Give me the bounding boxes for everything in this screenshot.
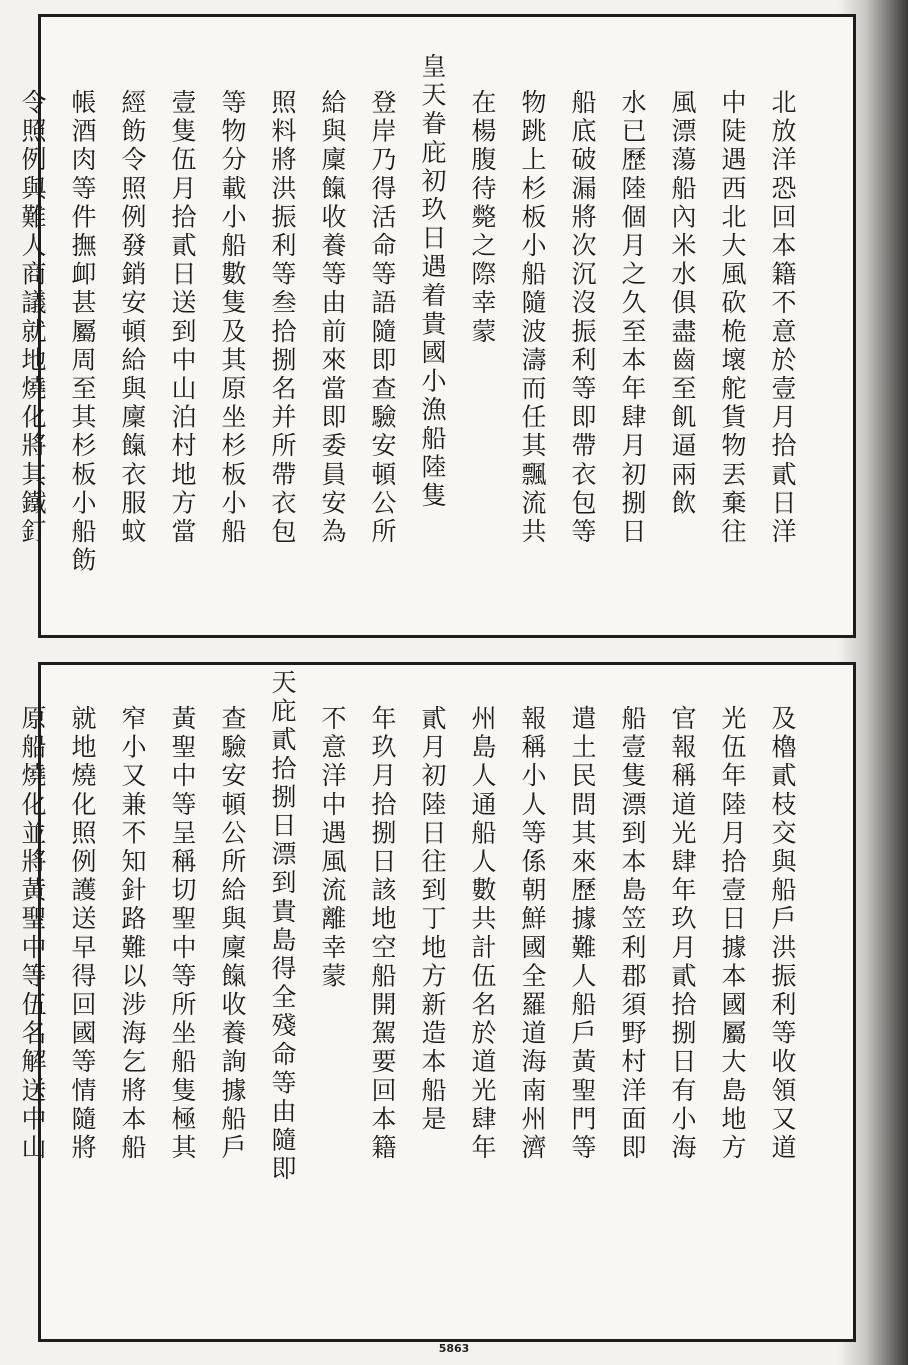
text-column: 黃聖中等呈稱切聖中等所坐船隻極其 [168, 705, 197, 1163]
text-column: 風漂蕩船內米水俱盡齒至飢逼兩飲 [668, 89, 697, 518]
bottom-text-panel [18, 662, 856, 1342]
page-number: 5863 [438, 1342, 470, 1355]
text-column: 船底破漏將次沉沒振利等即帶衣包等 [568, 89, 597, 547]
text-column: 給與廩餼收養等由前來當即委員安為 [318, 89, 347, 547]
top-text-body [18, 17, 853, 635]
text-column: 船壹隻漂到本島笠利郡須野村洋面即 [618, 705, 647, 1163]
text-column: 令照例與難人商議就地燒化將其鐵釘 [18, 89, 47, 547]
text-column: 皇天眷庇初玖日遇着貴國小漁船陸隻 [418, 53, 447, 511]
text-column: 經飭令照例發銷安頓給與廩餼衣服蚊 [118, 89, 147, 547]
text-column: 遣土民問其來歷據難人船戶黃聖門等 [568, 705, 597, 1163]
text-column: 天庇貳拾捌日漂到貴島得全殘命等由隨即 [268, 669, 297, 1184]
text-column: 中陡遇西北大風砍桅壞舵貨物丟棄往 [718, 89, 747, 547]
text-column: 在楊腹待斃之際幸蒙 [468, 89, 497, 347]
top-text-panel [18, 14, 856, 638]
text-column: 貳月初陸日往到丁地方新造本船是 [418, 705, 447, 1134]
text-column: 州島人通船人數共計伍名於道光肆年 [468, 705, 497, 1163]
text-column: 水已歷陸個月之久至本年肆月初捌日 [618, 89, 647, 547]
text-column: 窄小又兼不知針路難以涉海乞將本船 [118, 705, 147, 1163]
text-column: 帳酒肉等件撫卹甚屬周至其杉板小船飭 [68, 89, 97, 576]
text-column: 報稱小人等係朝鮮國全羅道海南州濟 [518, 705, 547, 1163]
text-column: 北放洋恐回本籍不意於壹月拾貳日洋 [768, 89, 797, 547]
text-column: 等物分載小船數隻及其原坐杉板小船 [218, 89, 247, 547]
text-column: 登岸乃得活命等語隨即查驗安頓公所 [368, 89, 397, 547]
bottom-text-body [18, 665, 853, 1339]
text-column: 就地燒化照例護送早得回國等情隨將 [68, 705, 97, 1163]
text-column: 查驗安頓公所給與廩餼收養詢據船戶 [218, 705, 247, 1163]
text-column: 物跳上杉板小船隨波濤而任其飄流共 [518, 89, 547, 547]
text-column: 官報稱道光肆年玖月貳拾捌日有小海 [668, 705, 697, 1163]
text-column: 原船燒化並將黃聖中等伍名解送中山 [18, 705, 47, 1163]
text-column: 壹隻伍月拾貳日送到中山泊村地方當 [168, 89, 197, 547]
text-column: 光伍年陸月拾壹日據本國屬大島地方 [718, 705, 747, 1163]
text-column: 及櫓貳枝交與船戶洪振利等收領又道 [768, 705, 797, 1163]
text-column: 不意洋中遇風流離幸蒙 [318, 705, 347, 991]
text-column: 年玖月拾捌日該地空船開駕要回本籍 [368, 705, 397, 1163]
text-column: 照料將洪振利等叁拾捌名并所帶衣包 [268, 89, 297, 547]
